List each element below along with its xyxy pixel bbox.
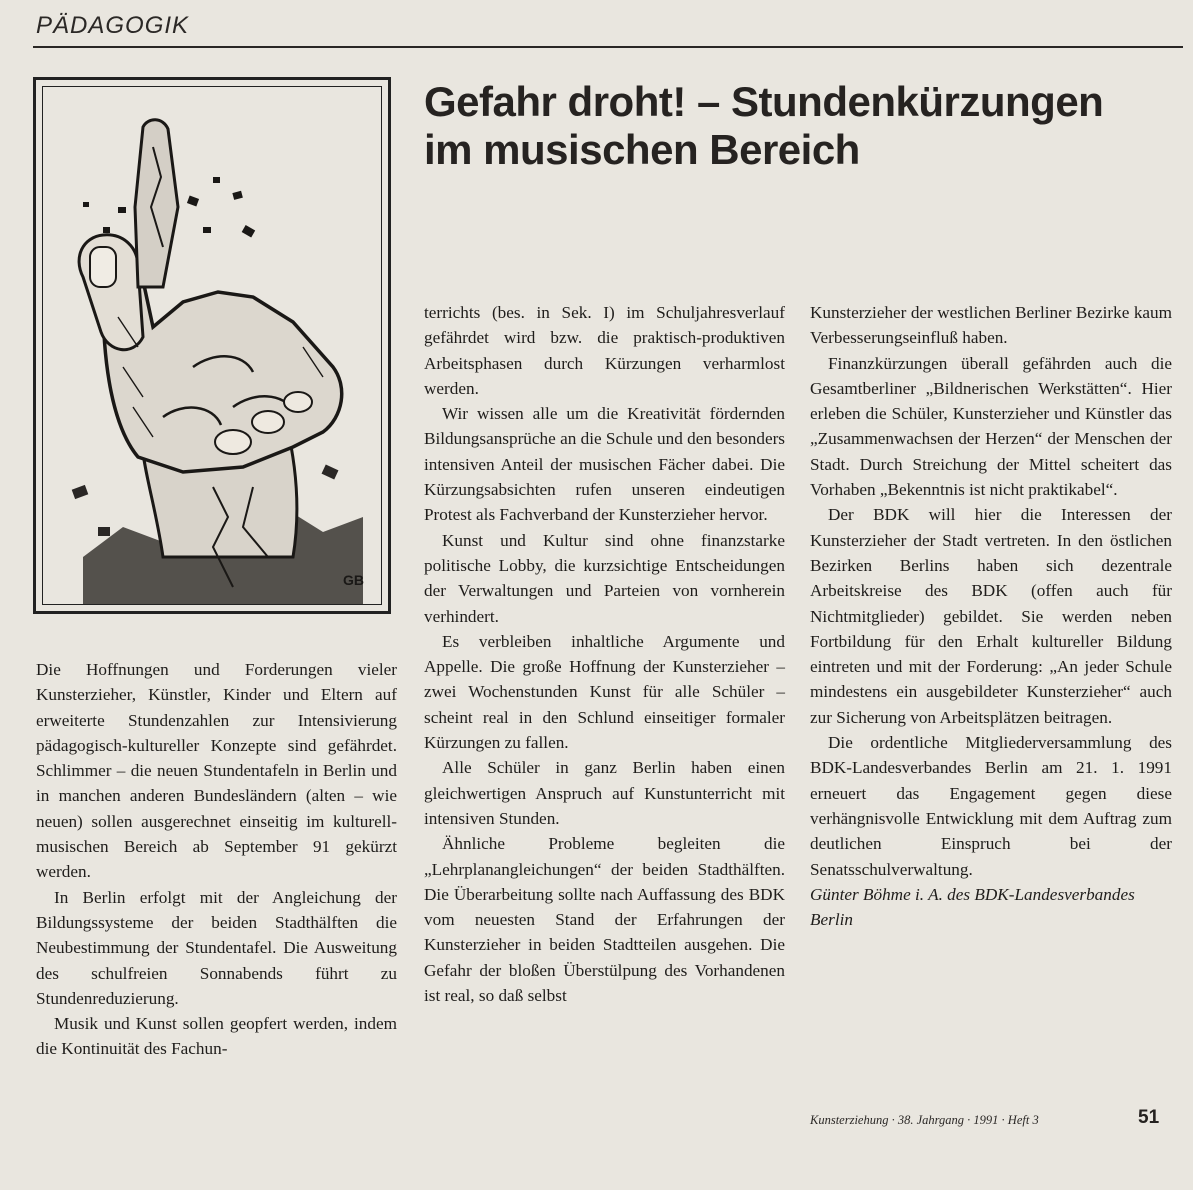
text-column-1 bbox=[36, 657, 397, 1062]
artist-signature: GB bbox=[343, 572, 364, 588]
text-column-2 bbox=[424, 300, 785, 1008]
paragraph: terrichts (bes. in Sek. I) im Schuljahresverlauf gefährdet wird bzw. die praktisch-produktiven Arbeitsphasen durch Kürzungen verharmlost werden. bbox=[424, 303, 785, 398]
paragraph: Kunst und Kultur sind ohne finanzstarke politische Lobby, die kurzsichtige Entscheidungen der Verwaltungen und Parteien von vornherein verhindert. bbox=[424, 530, 785, 626]
headline-line-1: Gefahr droht! – Stundenkürzungen bbox=[424, 78, 1104, 125]
illustration bbox=[42, 86, 382, 605]
paragraph: Finanzkürzungen überall gefährden auch die Gesamtberliner „Bildnerischen Werkstätten“. Hier erleben die Schüler, Kunsterzieher und Künstler das „Zusammenwachsen der Herzen“ der Menschen der Stadt. Durch Streichung der Mittel scheitert das Vorhaben „Bekenntnis ist nicht praktikabel“. bbox=[810, 353, 1172, 500]
illustration-frame bbox=[33, 77, 391, 614]
journal-footer: Kunsterziehung · 38. Jahrgang · 1991 · Heft 3 bbox=[810, 1113, 1039, 1127]
paragraph: Die Hoffnungen und Forderungen vieler Kunsterzieher, Künstler, Kinder und Eltern auf erweiterte Stundenzahlen zur Intensivierung pädagogisch-kultureller Konzepte sind gefährdet. Schlimmer – die neuen Stundentafeln in Berlin und in manchen anderen Bundesländern (alten – wie neuen) sollen ausgerechnet einseitig im kulturell-musischen Bereich ab September 91 gekürzt werden. bbox=[36, 660, 397, 882]
author-signature: Günter Böhme i. A. des BDK-Landesverbandes Berlin bbox=[810, 884, 1135, 930]
paragraph: Wir wissen alle um die Kreativität fördernden Bildungsansprüche an die Schule und den besonders intensiven Anteil der musischen Fächer dabei. Die Kürzungsabsichten rufen unseren eindeutigen Protest als Fachverband der Kunsterzieher hervor. bbox=[424, 404, 785, 525]
paragraph: Die ordentliche Mitgliederversammlung des BDK-Landesverbandes Berlin am 21. 1. 1991 erneuert das Engagement gegen diese verhängnisvolle Entwicklung mit dem Auftrag zum deutlichen Einspruch bei der Senatsschulverwaltung. bbox=[810, 733, 1172, 879]
header-rule bbox=[33, 46, 1183, 48]
paragraph: Alle Schüler in ganz Berlin haben einen gleichwertigen Anspruch auf Kunstunterricht mit intensiven Stunden. bbox=[424, 758, 785, 828]
page-number: 51 bbox=[1138, 1107, 1160, 1128]
paragraph: Ähnliche Probleme begleiten die „Lehrplanangleichungen“ der beiden Stadthälften. Die Überarbeitung sollte nach Auffassung des BDK vom neuesten Stand der Erfahrungen der Kunsterzieher in beiden Stadtteilen ausgehen. Die Gefahr der bloßen Überstülpung des Vorhandenen ist real, so daß selbst bbox=[424, 834, 785, 1006]
crumbling-fist-icon bbox=[43, 87, 381, 604]
headline-line-2: im musischen Bereich bbox=[424, 126, 860, 173]
text-column-3 bbox=[810, 300, 1172, 932]
paragraph: Musik und Kunst sollen geopfert werden, indem die Kontinuität des Fachun- bbox=[36, 1014, 397, 1059]
paragraph: In Berlin erfolgt mit der Angleichung der Bildungssysteme der beiden Stadthälften die Neubestimmung der Stundentafel. Die Ausweitung des schulfreien Sonnabends führt zu Stundenreduzierung. bbox=[36, 887, 397, 1008]
section-label: PÄDAGOGIK bbox=[36, 12, 190, 39]
article-headline bbox=[424, 78, 1184, 174]
paragraph: Der BDK will hier die Interessen der Kunsterzieher der Stadt vertreten. In den östlichen Bezirken Berlins haben sich dezentrale Arbeitskreise des BDK (offen auch für Nichtmitglieder) gebildet. Sie werden neben Fortbildung für den Erhalt kultureller Bildung eintreten und mit der Forderung: „An jeder Schule mindestens ein ausgebildeter Kunsterzieher“ auch zur Sicherung von Arbeitsplätzen beitragen. bbox=[810, 505, 1172, 727]
paragraph: Es verbleiben inhaltliche Argumente und Appelle. Die große Hoffnung der Kunsterzieher – zwei Wochenstunden Kunst für alle Schüler – scheint real in den Schlund einseitiger formaler Kürzungen zu fallen. bbox=[424, 631, 785, 753]
paragraph: Kunsterzieher der westlichen Berliner Bezirke kaum Verbesserungseinfluß haben. bbox=[810, 303, 1172, 348]
